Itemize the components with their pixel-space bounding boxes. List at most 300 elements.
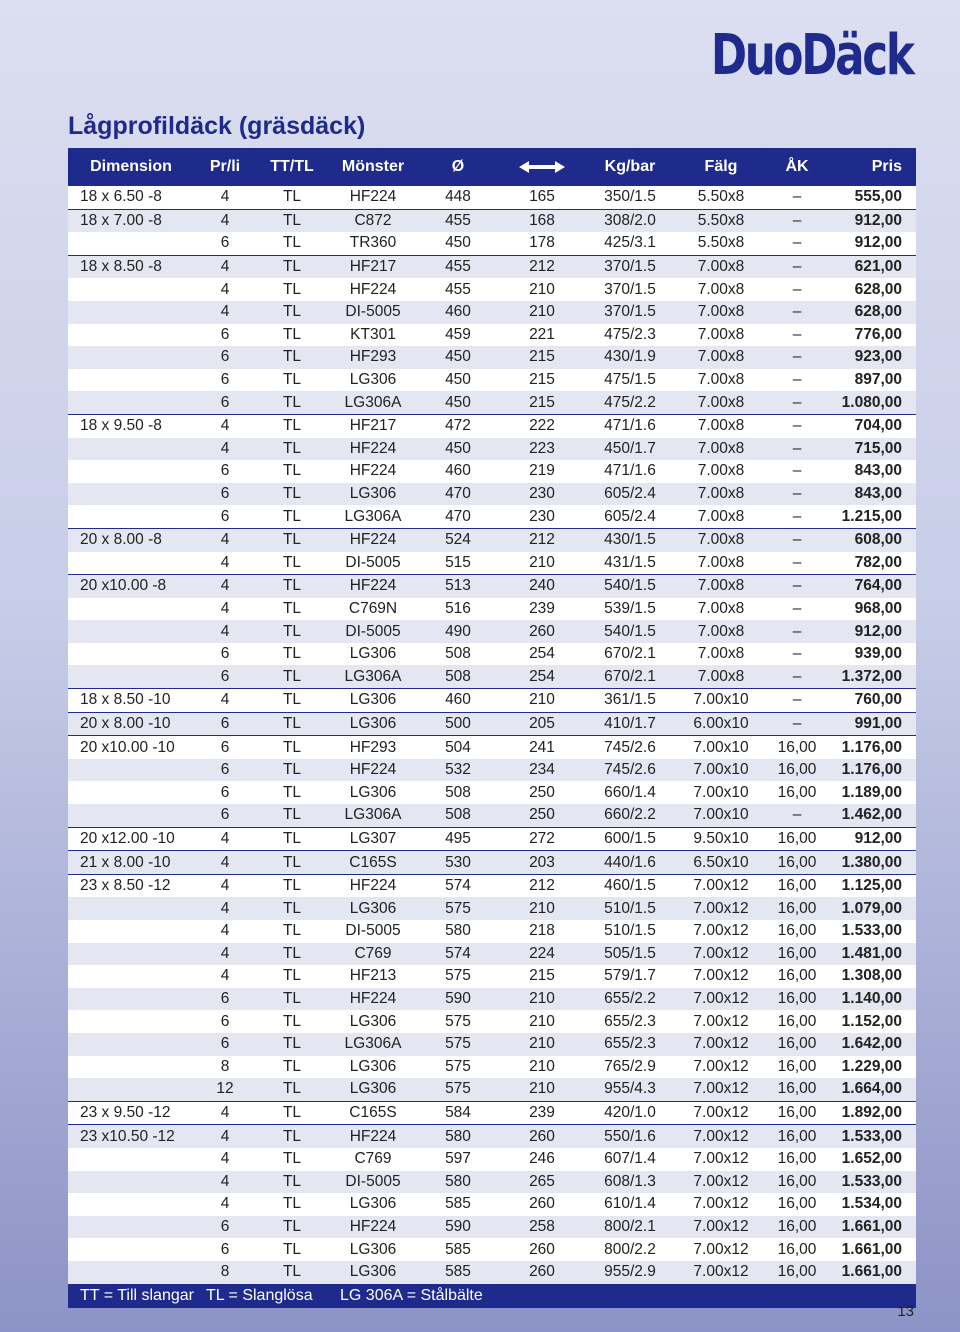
cell-kg-bar: 410/1.7: [586, 712, 674, 736]
table-row: [68, 804, 916, 827]
cell-dimension: [68, 665, 194, 688]
cell-ak: 16,00: [768, 781, 826, 804]
cell-rim: 7.00x12: [674, 1101, 768, 1125]
cell-ak: –: [768, 804, 826, 827]
cell-ak: –: [768, 369, 826, 392]
cell-width: 212: [498, 528, 586, 551]
cell-price: 1.215,00: [826, 505, 916, 528]
cell-pattern: HF224: [328, 460, 418, 483]
cell-width: 210: [498, 1056, 586, 1079]
cell-diameter: 532: [418, 759, 498, 782]
cell-diameter: 455: [418, 278, 498, 301]
cell-ak: –: [768, 255, 826, 278]
cell-pattern: LG306: [328, 1261, 418, 1284]
cell-width: 240: [498, 575, 586, 598]
cell-pattern: HF224: [328, 988, 418, 1011]
cell-dimension: [68, 483, 194, 506]
cell-ply: 6: [194, 1033, 256, 1056]
cell-pattern: LG306: [328, 1078, 418, 1101]
cell-price: 1.176,00: [826, 736, 916, 759]
cell-ak: –: [768, 391, 826, 414]
cell-width: 260: [498, 1125, 586, 1148]
cell-dimension: 23 x 8.50 -12: [68, 874, 194, 897]
cell-ak: –: [768, 620, 826, 643]
cell-tt-tl: TL: [256, 736, 328, 759]
cell-pattern: C769: [328, 1148, 418, 1171]
cell-tt-tl: TL: [256, 1193, 328, 1216]
cell-width: 165: [498, 186, 586, 209]
table-row: [68, 1033, 916, 1056]
cell-tt-tl: TL: [256, 209, 328, 232]
cell-width: 215: [498, 391, 586, 414]
cell-width: 234: [498, 759, 586, 782]
cell-price: 1.176,00: [826, 759, 916, 782]
cell-diameter: 513: [418, 575, 498, 598]
legend-tt: TT = Till slangar: [80, 1286, 194, 1304]
cell-price: 1.308,00: [826, 965, 916, 988]
cell-tt-tl: TL: [256, 255, 328, 278]
cell-pattern: C769: [328, 943, 418, 966]
cell-tt-tl: TL: [256, 483, 328, 506]
cell-rim: 7.00x12: [674, 1261, 768, 1284]
cell-tt-tl: TL: [256, 712, 328, 736]
table-row: [68, 324, 916, 347]
cell-width: 224: [498, 943, 586, 966]
cell-tt-tl: TL: [256, 1171, 328, 1194]
table-row: [68, 665, 916, 688]
cell-ply: 6: [194, 665, 256, 688]
cell-kg-bar: 510/1.5: [586, 897, 674, 920]
table-row: [68, 851, 916, 875]
cell-pattern: DI-5005: [328, 1171, 418, 1194]
cell-diameter: 580: [418, 920, 498, 943]
cell-width: 210: [498, 1078, 586, 1101]
cell-pattern: HF213: [328, 965, 418, 988]
cell-price: 897,00: [826, 369, 916, 392]
cell-ply: 4: [194, 575, 256, 598]
table-row: [68, 1171, 916, 1194]
cell-kg-bar: 655/2.2: [586, 988, 674, 1011]
cell-ak: 16,00: [768, 1148, 826, 1171]
table-row: [68, 483, 916, 506]
cell-ply: 4: [194, 438, 256, 461]
cell-ak: –: [768, 712, 826, 736]
cell-price: 1.125,00: [826, 874, 916, 897]
table-row: [68, 1056, 916, 1079]
cell-kg-bar: 475/1.5: [586, 369, 674, 392]
cell-width: 178: [498, 232, 586, 255]
cell-diameter: 470: [418, 505, 498, 528]
cell-pattern: DI-5005: [328, 920, 418, 943]
cell-price: 704,00: [826, 414, 916, 437]
cell-ply: 4: [194, 1171, 256, 1194]
cell-ak: 16,00: [768, 1056, 826, 1079]
cell-diameter: 472: [418, 414, 498, 437]
cell-width: 239: [498, 598, 586, 621]
cell-dimension: [68, 804, 194, 827]
table-row: [68, 965, 916, 988]
cell-diameter: 455: [418, 209, 498, 232]
cell-tt-tl: TL: [256, 781, 328, 804]
cell-ak: 16,00: [768, 897, 826, 920]
cell-width: 212: [498, 874, 586, 897]
cell-tt-tl: TL: [256, 324, 328, 347]
cell-rim: 7.00x8: [674, 278, 768, 301]
cell-price: 1.462,00: [826, 804, 916, 827]
cell-pattern: LG306: [328, 369, 418, 392]
cell-pattern: HF217: [328, 255, 418, 278]
cell-price: 621,00: [826, 255, 916, 278]
cell-kg-bar: 800/2.1: [586, 1216, 674, 1239]
table-row: [68, 736, 916, 759]
cell-price: 1.642,00: [826, 1033, 916, 1056]
cell-width: 218: [498, 920, 586, 943]
cell-price: 782,00: [826, 552, 916, 575]
cell-kg-bar: 370/1.5: [586, 278, 674, 301]
cell-ply: 4: [194, 874, 256, 897]
cell-rim: 7.00x8: [674, 255, 768, 278]
cell-ply: 6: [194, 988, 256, 1011]
cell-tt-tl: TL: [256, 827, 328, 851]
cell-dimension: [68, 1078, 194, 1101]
cell-diameter: 450: [418, 369, 498, 392]
cell-ply: 4: [194, 851, 256, 875]
cell-price: 939,00: [826, 643, 916, 666]
cell-kg-bar: 660/2.2: [586, 804, 674, 827]
table-row: [68, 598, 916, 621]
cell-dimension: [68, 391, 194, 414]
cell-dimension: 18 x 8.50 -10: [68, 689, 194, 713]
table-row: [68, 460, 916, 483]
cell-price: 1.229,00: [826, 1056, 916, 1079]
cell-rim: 7.00x12: [674, 943, 768, 966]
table-row: [68, 827, 916, 851]
cell-pattern: LG306A: [328, 391, 418, 414]
cell-kg-bar: 579/1.7: [586, 965, 674, 988]
cell-ply: 4: [194, 186, 256, 209]
cell-diameter: 470: [418, 483, 498, 506]
cell-ak: –: [768, 209, 826, 232]
cell-kg-bar: 440/1.6: [586, 851, 674, 875]
cell-kg-bar: 450/1.7: [586, 438, 674, 461]
cell-price: 1.664,00: [826, 1078, 916, 1101]
cell-dimension: [68, 438, 194, 461]
cell-dimension: [68, 620, 194, 643]
cell-width: 210: [498, 552, 586, 575]
cell-ply: 6: [194, 391, 256, 414]
cell-diameter: 450: [418, 232, 498, 255]
cell-kg-bar: 505/1.5: [586, 943, 674, 966]
cell-ak: 16,00: [768, 1101, 826, 1125]
cell-pattern: HF224: [328, 528, 418, 551]
cell-diameter: 580: [418, 1125, 498, 1148]
cell-width: 210: [498, 278, 586, 301]
cell-ak: –: [768, 438, 826, 461]
cell-diameter: 504: [418, 736, 498, 759]
cell-rim: 7.00x8: [674, 643, 768, 666]
cell-dimension: [68, 1216, 194, 1239]
cell-price: 912,00: [826, 620, 916, 643]
cell-price: 764,00: [826, 575, 916, 598]
table-row: [68, 552, 916, 575]
cell-dimension: [68, 988, 194, 1011]
cell-kg-bar: 370/1.5: [586, 255, 674, 278]
col-header-rim: Fälg: [674, 148, 768, 186]
cell-width: 222: [498, 414, 586, 437]
cell-rim: 7.00x12: [674, 1010, 768, 1033]
table-row: [68, 620, 916, 643]
cell-price: 912,00: [826, 232, 916, 255]
cell-kg-bar: 510/1.5: [586, 920, 674, 943]
cell-rim: 7.00x12: [674, 965, 768, 988]
cell-diameter: 508: [418, 665, 498, 688]
cell-ply: 4: [194, 209, 256, 232]
cell-price: 715,00: [826, 438, 916, 461]
cell-ply: 6: [194, 369, 256, 392]
cell-ply: 4: [194, 1193, 256, 1216]
cell-pattern: LG306: [328, 1193, 418, 1216]
cell-price: 1.892,00: [826, 1101, 916, 1125]
cell-pattern: LG306: [328, 689, 418, 713]
cell-pattern: LG306A: [328, 665, 418, 688]
cell-width: 210: [498, 988, 586, 1011]
cell-price: 912,00: [826, 827, 916, 851]
cell-ak: 16,00: [768, 920, 826, 943]
cell-ply: 4: [194, 1125, 256, 1148]
cell-pattern: LG306: [328, 781, 418, 804]
cell-ak: 16,00: [768, 988, 826, 1011]
cell-ak: –: [768, 301, 826, 324]
cell-dimension: 18 x 8.50 -8: [68, 255, 194, 278]
col-header-ply: Pr/li: [194, 148, 256, 186]
cell-pattern: TR360: [328, 232, 418, 255]
cell-price: 1.080,00: [826, 391, 916, 414]
cell-price: 1.372,00: [826, 665, 916, 688]
cell-diameter: 575: [418, 1033, 498, 1056]
cell-ply: 4: [194, 552, 256, 575]
cell-diameter: 575: [418, 1056, 498, 1079]
cell-price: 843,00: [826, 460, 916, 483]
cell-kg-bar: 550/1.6: [586, 1125, 674, 1148]
cell-pattern: DI-5005: [328, 552, 418, 575]
cell-rim: 7.00x8: [674, 438, 768, 461]
cell-width: 215: [498, 346, 586, 369]
cell-diameter: 450: [418, 438, 498, 461]
legend-tl: TL = Slanglösa: [206, 1286, 313, 1304]
cell-tt-tl: TL: [256, 598, 328, 621]
cell-price: 1.661,00: [826, 1238, 916, 1261]
cell-diameter: 585: [418, 1261, 498, 1284]
cell-kg-bar: 655/2.3: [586, 1010, 674, 1033]
cell-dimension: [68, 1148, 194, 1171]
col-header-diameter: Ø: [418, 148, 498, 186]
cell-dimension: [68, 1193, 194, 1216]
cell-price: 608,00: [826, 528, 916, 551]
cell-ak: 16,00: [768, 1261, 826, 1284]
cell-pattern: HF224: [328, 874, 418, 897]
cell-width: 250: [498, 804, 586, 827]
cell-rim: 7.00x12: [674, 874, 768, 897]
cell-dimension: [68, 781, 194, 804]
cell-price: 843,00: [826, 483, 916, 506]
cell-kg-bar: 539/1.5: [586, 598, 674, 621]
cell-ak: 16,00: [768, 943, 826, 966]
cell-kg-bar: 471/1.6: [586, 414, 674, 437]
cell-pattern: C165S: [328, 1101, 418, 1125]
cell-rim: 7.00x8: [674, 414, 768, 437]
cell-dimension: 20 x 8.00 -8: [68, 528, 194, 551]
cell-width: 210: [498, 1010, 586, 1033]
cell-diameter: 575: [418, 965, 498, 988]
cell-kg-bar: 431/1.5: [586, 552, 674, 575]
cell-rim: 7.00x8: [674, 575, 768, 598]
table-row: [68, 1261, 916, 1284]
cell-ak: –: [768, 483, 826, 506]
cell-price: 1.481,00: [826, 943, 916, 966]
cell-tt-tl: TL: [256, 460, 328, 483]
tire-table: [68, 148, 916, 1308]
cell-price: 1.533,00: [826, 920, 916, 943]
cell-width: 210: [498, 1033, 586, 1056]
cell-dimension: [68, 346, 194, 369]
cell-tt-tl: TL: [256, 1056, 328, 1079]
cell-price: 1.661,00: [826, 1261, 916, 1284]
cell-ply: 4: [194, 255, 256, 278]
cell-kg-bar: 471/1.6: [586, 460, 674, 483]
cell-pattern: HF224: [328, 759, 418, 782]
cell-rim: 7.00x12: [674, 1078, 768, 1101]
cell-ply: 6: [194, 759, 256, 782]
cell-pattern: DI-5005: [328, 620, 418, 643]
table-row: [68, 255, 916, 278]
cell-pattern: LG306: [328, 897, 418, 920]
cell-tt-tl: TL: [256, 943, 328, 966]
table-row: [68, 209, 916, 232]
cell-pattern: HF217: [328, 414, 418, 437]
cell-rim: 7.00x8: [674, 620, 768, 643]
cell-kg-bar: 670/2.1: [586, 665, 674, 688]
cell-price: 776,00: [826, 324, 916, 347]
cell-pattern: LG306: [328, 483, 418, 506]
cell-diameter: 508: [418, 804, 498, 827]
cell-dimension: 18 x 9.50 -8: [68, 414, 194, 437]
cell-ply: 4: [194, 301, 256, 324]
cell-ply: 4: [194, 920, 256, 943]
cell-kg-bar: 361/1.5: [586, 689, 674, 713]
cell-width: 210: [498, 689, 586, 713]
cell-diameter: 460: [418, 689, 498, 713]
cell-pattern: HF224: [328, 438, 418, 461]
cell-ply: 4: [194, 965, 256, 988]
cell-diameter: 460: [418, 460, 498, 483]
cell-tt-tl: TL: [256, 1216, 328, 1239]
table-row: [68, 528, 916, 551]
cell-diameter: 574: [418, 943, 498, 966]
cell-ply: 4: [194, 827, 256, 851]
cell-dimension: [68, 643, 194, 666]
cell-rim: 5.50x8: [674, 186, 768, 209]
cell-dimension: [68, 598, 194, 621]
cell-ak: –: [768, 552, 826, 575]
cell-tt-tl: TL: [256, 575, 328, 598]
cell-rim: 7.00x12: [674, 1056, 768, 1079]
cell-ply: 6: [194, 643, 256, 666]
cell-kg-bar: 607/1.4: [586, 1148, 674, 1171]
table-row: [68, 920, 916, 943]
page-number: 13: [897, 1303, 914, 1320]
cell-ak: 16,00: [768, 851, 826, 875]
cell-dimension: [68, 232, 194, 255]
cell-diameter: 585: [418, 1193, 498, 1216]
tire-table-container: [68, 148, 916, 1308]
cell-rim: 7.00x8: [674, 369, 768, 392]
cell-ply: 4: [194, 414, 256, 437]
cell-rim: 7.00x12: [674, 897, 768, 920]
cell-dimension: [68, 759, 194, 782]
cell-width: 210: [498, 301, 586, 324]
cell-kg-bar: 605/2.4: [586, 483, 674, 506]
cell-width: 203: [498, 851, 586, 875]
table-row: [68, 1078, 916, 1101]
cell-kg-bar: 370/1.5: [586, 301, 674, 324]
cell-pattern: LG306: [328, 1238, 418, 1261]
cell-diameter: 459: [418, 324, 498, 347]
table-row: [68, 1216, 916, 1239]
cell-ak: –: [768, 346, 826, 369]
cell-kg-bar: 430/1.9: [586, 346, 674, 369]
cell-dimension: 20 x 8.00 -10: [68, 712, 194, 736]
cell-width: 254: [498, 643, 586, 666]
cell-width: 254: [498, 665, 586, 688]
table-row: [68, 346, 916, 369]
cell-pattern: C872: [328, 209, 418, 232]
cell-width: 260: [498, 1238, 586, 1261]
cell-diameter: 448: [418, 186, 498, 209]
cell-rim: 7.00x10: [674, 759, 768, 782]
col-header-price: Pris: [826, 148, 916, 186]
cell-price: 1.533,00: [826, 1125, 916, 1148]
cell-diameter: 508: [418, 781, 498, 804]
cell-diameter: 450: [418, 391, 498, 414]
brand-logo: DuoDäck: [711, 23, 913, 88]
cell-width: 215: [498, 965, 586, 988]
cell-tt-tl: TL: [256, 689, 328, 713]
cell-tt-tl: TL: [256, 278, 328, 301]
cell-ply: 6: [194, 346, 256, 369]
cell-rim: 7.00x8: [674, 598, 768, 621]
cell-rim: 7.00x12: [674, 1033, 768, 1056]
cell-dimension: 20 x10.00 -10: [68, 736, 194, 759]
cell-ply: 12: [194, 1078, 256, 1101]
cell-kg-bar: 605/2.4: [586, 505, 674, 528]
cell-price: 1.152,00: [826, 1010, 916, 1033]
cell-width: 246: [498, 1148, 586, 1171]
cell-dimension: 18 x 7.00 -8: [68, 209, 194, 232]
cell-ak: –: [768, 665, 826, 688]
cell-pattern: LG306: [328, 1010, 418, 1033]
cell-pattern: HF293: [328, 736, 418, 759]
cell-kg-bar: 540/1.5: [586, 575, 674, 598]
cell-ak: 16,00: [768, 1033, 826, 1056]
cell-tt-tl: TL: [256, 552, 328, 575]
table-row: [68, 712, 916, 736]
cell-ply: 4: [194, 528, 256, 551]
table-row: [68, 391, 916, 414]
double-arrow-icon: [519, 160, 565, 174]
cell-width: 210: [498, 897, 586, 920]
cell-rim: 7.00x10: [674, 736, 768, 759]
cell-width: 230: [498, 505, 586, 528]
